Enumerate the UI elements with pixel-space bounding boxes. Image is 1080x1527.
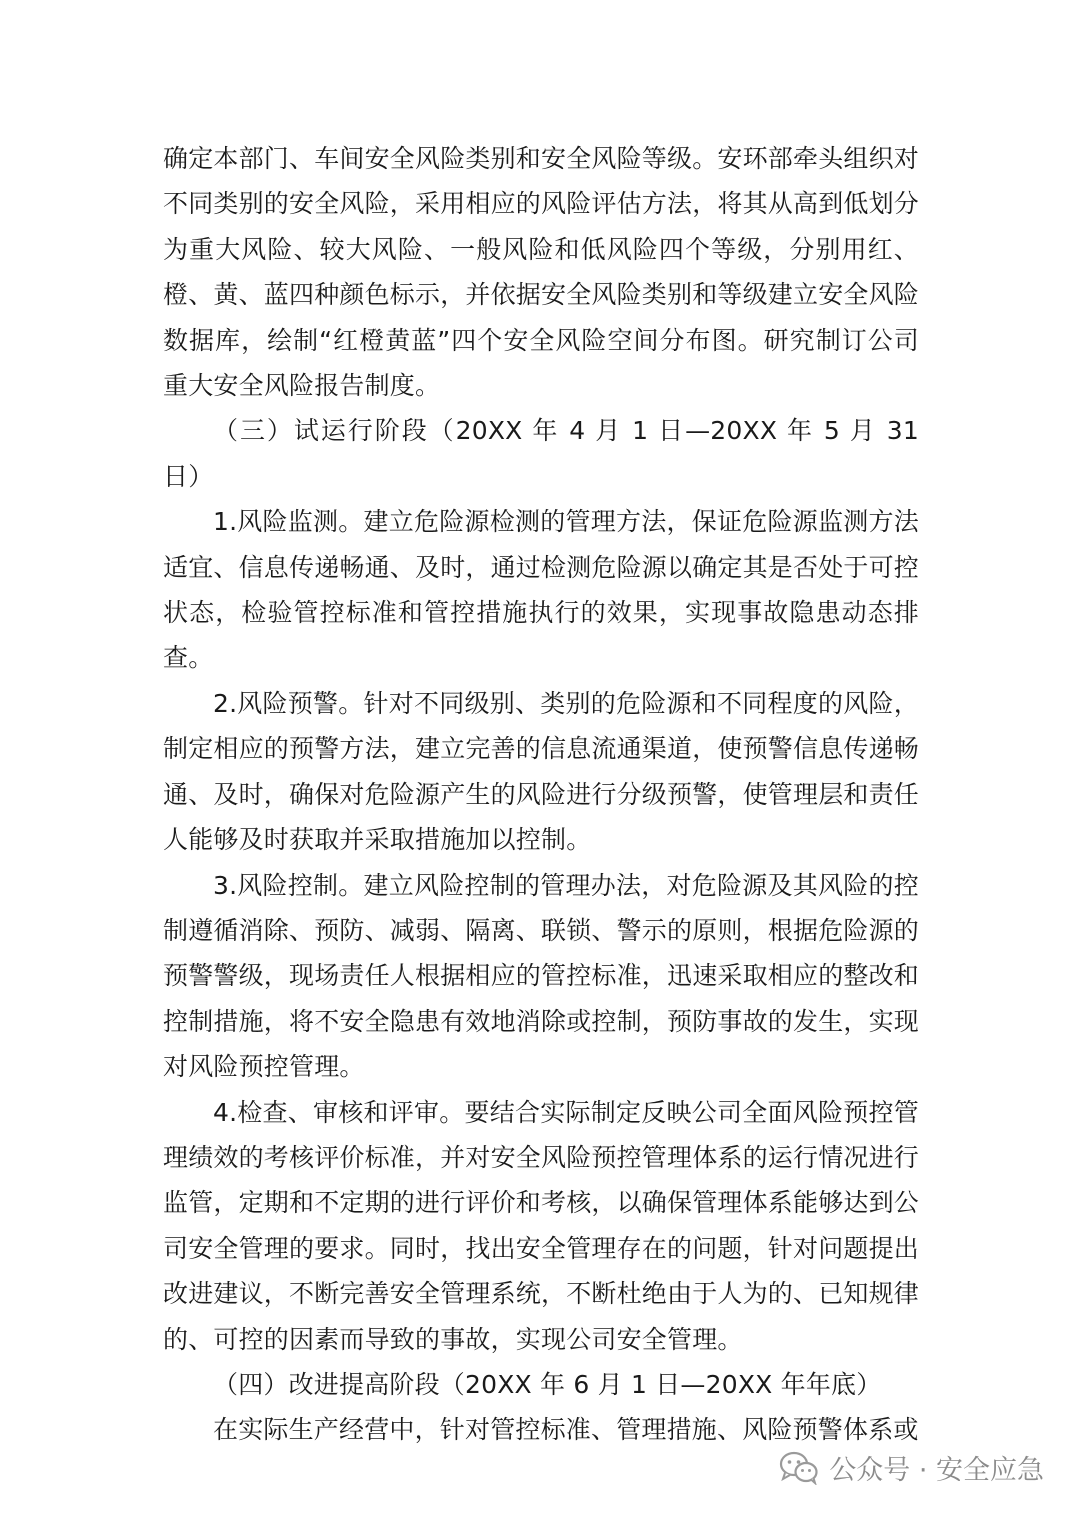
paragraph-inspection-review: 4.检查、审核和评审。要结合实际制定反映公司全面风险预控管理绩效的考核评价标准，并对安全风险预控管理体系的运行情况进行监管，定期和不定期的进行评价和考核，以确保管理体系能够达到公司安全管理的要求。同时，找出安全管理存在的问题，针对问题提出改进建议，不断完善安全管理系统，不断杜绝由于人为的、已知规律的、可控的因素而导致的事故，实现公司安全管理。 [163,1097,920,1354]
paragraph-risk-monitoring: 1.风险监测。建立危险源检测的管理方法，保证危险源监测方法适宜、信息传递畅通、及时，通过检测危险源以确定其是否处于可控状态，检验管控标准和管控措施执行的效果，实现事故隐患动态排查。 [163,507,920,673]
watermark [779,1448,1044,1487]
watermark-text: 公众号 · 安全应急 [829,1455,1044,1486]
paragraph-improvement-intro: 在实际生产经营中，针对管控标准、管理措施、风险预警体系或 [213,1415,919,1445]
paragraph-risk-warning: 2.风险预警。针对不同级别、类别的危险源和不同程度的风险，制定相应的预警方法，建立完善的信息流通渠道，使预警信息传递畅通、及时，确保对危险源产生的风险进行分级预警，使管理层和责任人能够及时获取并采取措施加以控制。 [163,688,920,855]
paragraph-risk-grading: 确定本部门、车间安全风险类别和安全风险等级。安环部牵头组织对不同类别的安全风险，采用相应的风险评估方法，将其从高到低划分为重大风险、较大风险、一般风险和低风险四个等级，分别用红、橙、黄、蓝四种颜色标示，并依据安全风险类别和等级建立安全风险数据库，绘制“红橙黄蓝”四个安全风险空间分布图。研究制订公司重大安全风险报告制度。 [163,144,920,401]
heading-trial-run-stage: （三）试运行阶段（20XX 年 4 月 1 日—20XX 年 5 月 31 日） [163,416,919,491]
paragraph-risk-control: 3.风险控制。建立风险控制的管理办法，对危险源及其风险的控制遵循消除、预防、减弱、隔离、联锁、警示的原则，根据危险源的预警警级，现场责任人根据相应的管控标准，迅速采取相应的整改和控制措施，将不安全隐患有效地消除或控制，预防事故的发生，实现对风险预控管理。 [163,870,920,1082]
heading-improvement-stage: （四）改进提高阶段（20XX 年 6 月 1 日—20XX 年年底） [213,1369,882,1399]
wechat-icon [779,1451,819,1485]
document-body [163,136,919,1453]
